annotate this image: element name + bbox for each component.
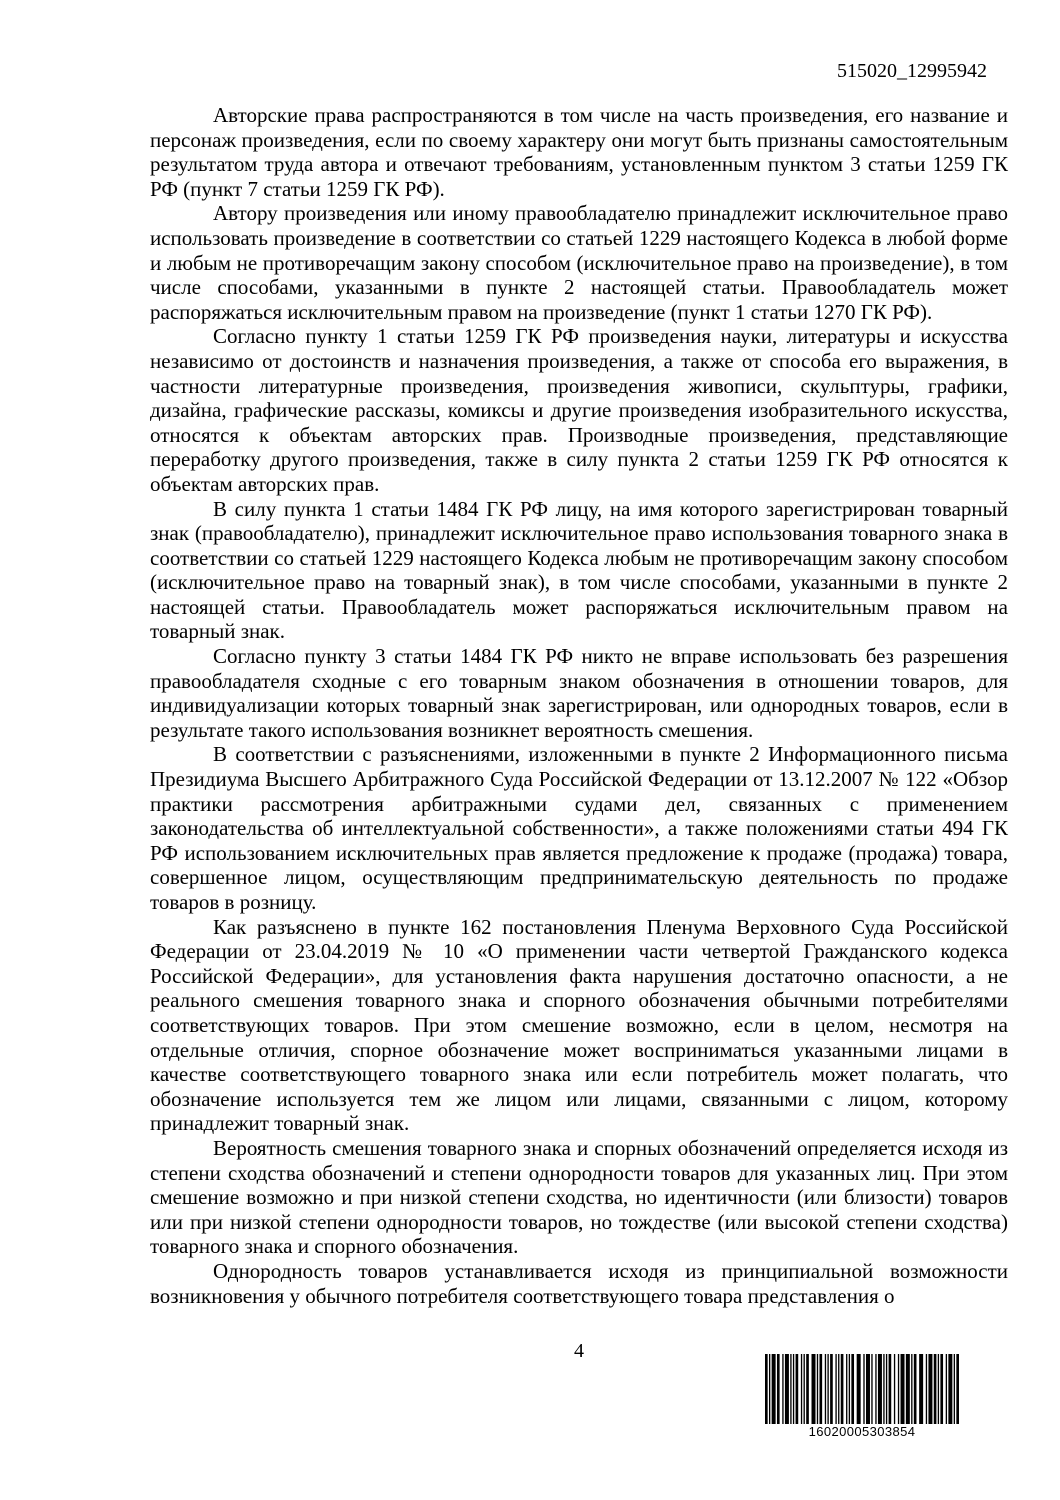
barcode — [765, 1354, 959, 1439]
paragraph: Однородность товаров устанавливается исходя из принципиальной возможности возникновения у обычного потребителя соответствующего товара представления о — [150, 1258, 1008, 1308]
paragraph: Как разъяснено в пункте 162 постановления Пленума Верховного Суда Российской Федерации от 23.04.2019 № 10 «О применении части четвертой Гражданского кодекса Российской Федерации», для установления факта нарушения достаточно опасности, а не реального смешения товарного знака и спорного обозначения обычными потребителями соответствующих товаров. При этом смешение возможно, если в целом, несмотря на отдельные отличия, спорное обозначение может восприниматься указанными лицами в качестве соответствующего товарного знака или если потребитель может полагать, что обозначение используется тем же лицом или лицами, связанными с лицом, которому принадлежит товарный знак. — [150, 914, 1008, 1136]
paragraph: В соответствии с разъяснениями, изложенными в пункте 2 Информационного письма Президиума Высшего Арбитражного Суда Российской Федерации от 13.12.2007 № 122 «Обзор практики рассмотрения арбитражными судами дел, связанных с применением законодательства об интеллектуальной собственности», а также положениями статьи 494 ГК РФ использованием исключительных прав является предложение к продаже (продажа) товара, совершенное лицом, осуществляющим предпринимательскую деятельность по продаже товаров в розницу. — [150, 742, 1008, 914]
paragraph: Автору произведения или иному правообладателю принадлежит исключительное право использовать произведение в соответствии со статьей 1229 настоящего Кодекса в любой форме и любым не противоречащим закону способом (исключительное право на произведение), в том числе способами, указанными в пункте 2 настоящей статьи. Правообладатель может распоряжаться исключительным правом на произведение (пункт 1 статьи 1270 ГК РФ). — [150, 201, 1008, 324]
barcode-number: 16020005303854 — [808, 1424, 916, 1439]
paragraph: Согласно пункту 3 статьи 1484 ГК РФ никто не вправе использовать без разрешения правообладателя сходные с его товарным знаком обозначения в отношении товаров, для индивидуализации которых товарный знак зарегистрирован, или однородных товаров, если в результате такого использования возникнет вероятность смешения. — [150, 644, 1008, 742]
document-number: 515020_12995942 — [837, 60, 987, 82]
page-number: 4 — [574, 1340, 584, 1362]
barcode-image — [765, 1354, 959, 1424]
paragraph: Вероятность смешения товарного знака и спорных обозначений определяется исходя из степени сходства обозначений и степени однородности товаров для указанных лиц. При этом смешение возможно и при низкой степени сходства, но идентичности (или близости) товаров или при низкой степени однородности товаров, но тождестве (или высокой степени сходства) товарного знака и спорного обозначения. — [150, 1135, 1008, 1259]
paragraph: Согласно пункту 1 статьи 1259 ГК РФ произведения науки, литературы и искусства независимо от достоинств и назначения произведения, а также от способа его выражения, в частности литературные произведения, произведения живописи, скульптуры, графики, дизайна, графические рассказы, комиксы и другие произведения изобразительного искусства, относятся к объектам авторских прав. Производные произведения, представляющие переработку другого произведения, также в силу пункта 2 статьи 1259 ГК РФ относятся к объектам авторских прав. — [150, 324, 1008, 496]
paragraph: В силу пункта 1 статьи 1484 ГК РФ лицу, на имя которого зарегистрирован товарный знак (правообладателю), принадлежит исключительное право использования товарного знака в соответствии со статьей 1229 настоящего Кодекса любым не противоречащим закону способом (исключительное право на товарный знак), в том числе способами, указанными в пункте 2 настоящей статьи. Правообладатель может распоряжаться исключительным правом на товарный знак. — [150, 496, 1008, 644]
paragraph: Авторские права распространяются в том числе на часть произведения, его название и персонаж произведения, если по своему характеру они могут быть признаны самостоятельным результатом труда автора и отвечают требованиям, установленным пунктом 3 статьи 1259 ГК РФ (пункт 7 статьи 1259 ГК РФ). — [150, 103, 1008, 201]
document-body — [150, 103, 1008, 1308]
